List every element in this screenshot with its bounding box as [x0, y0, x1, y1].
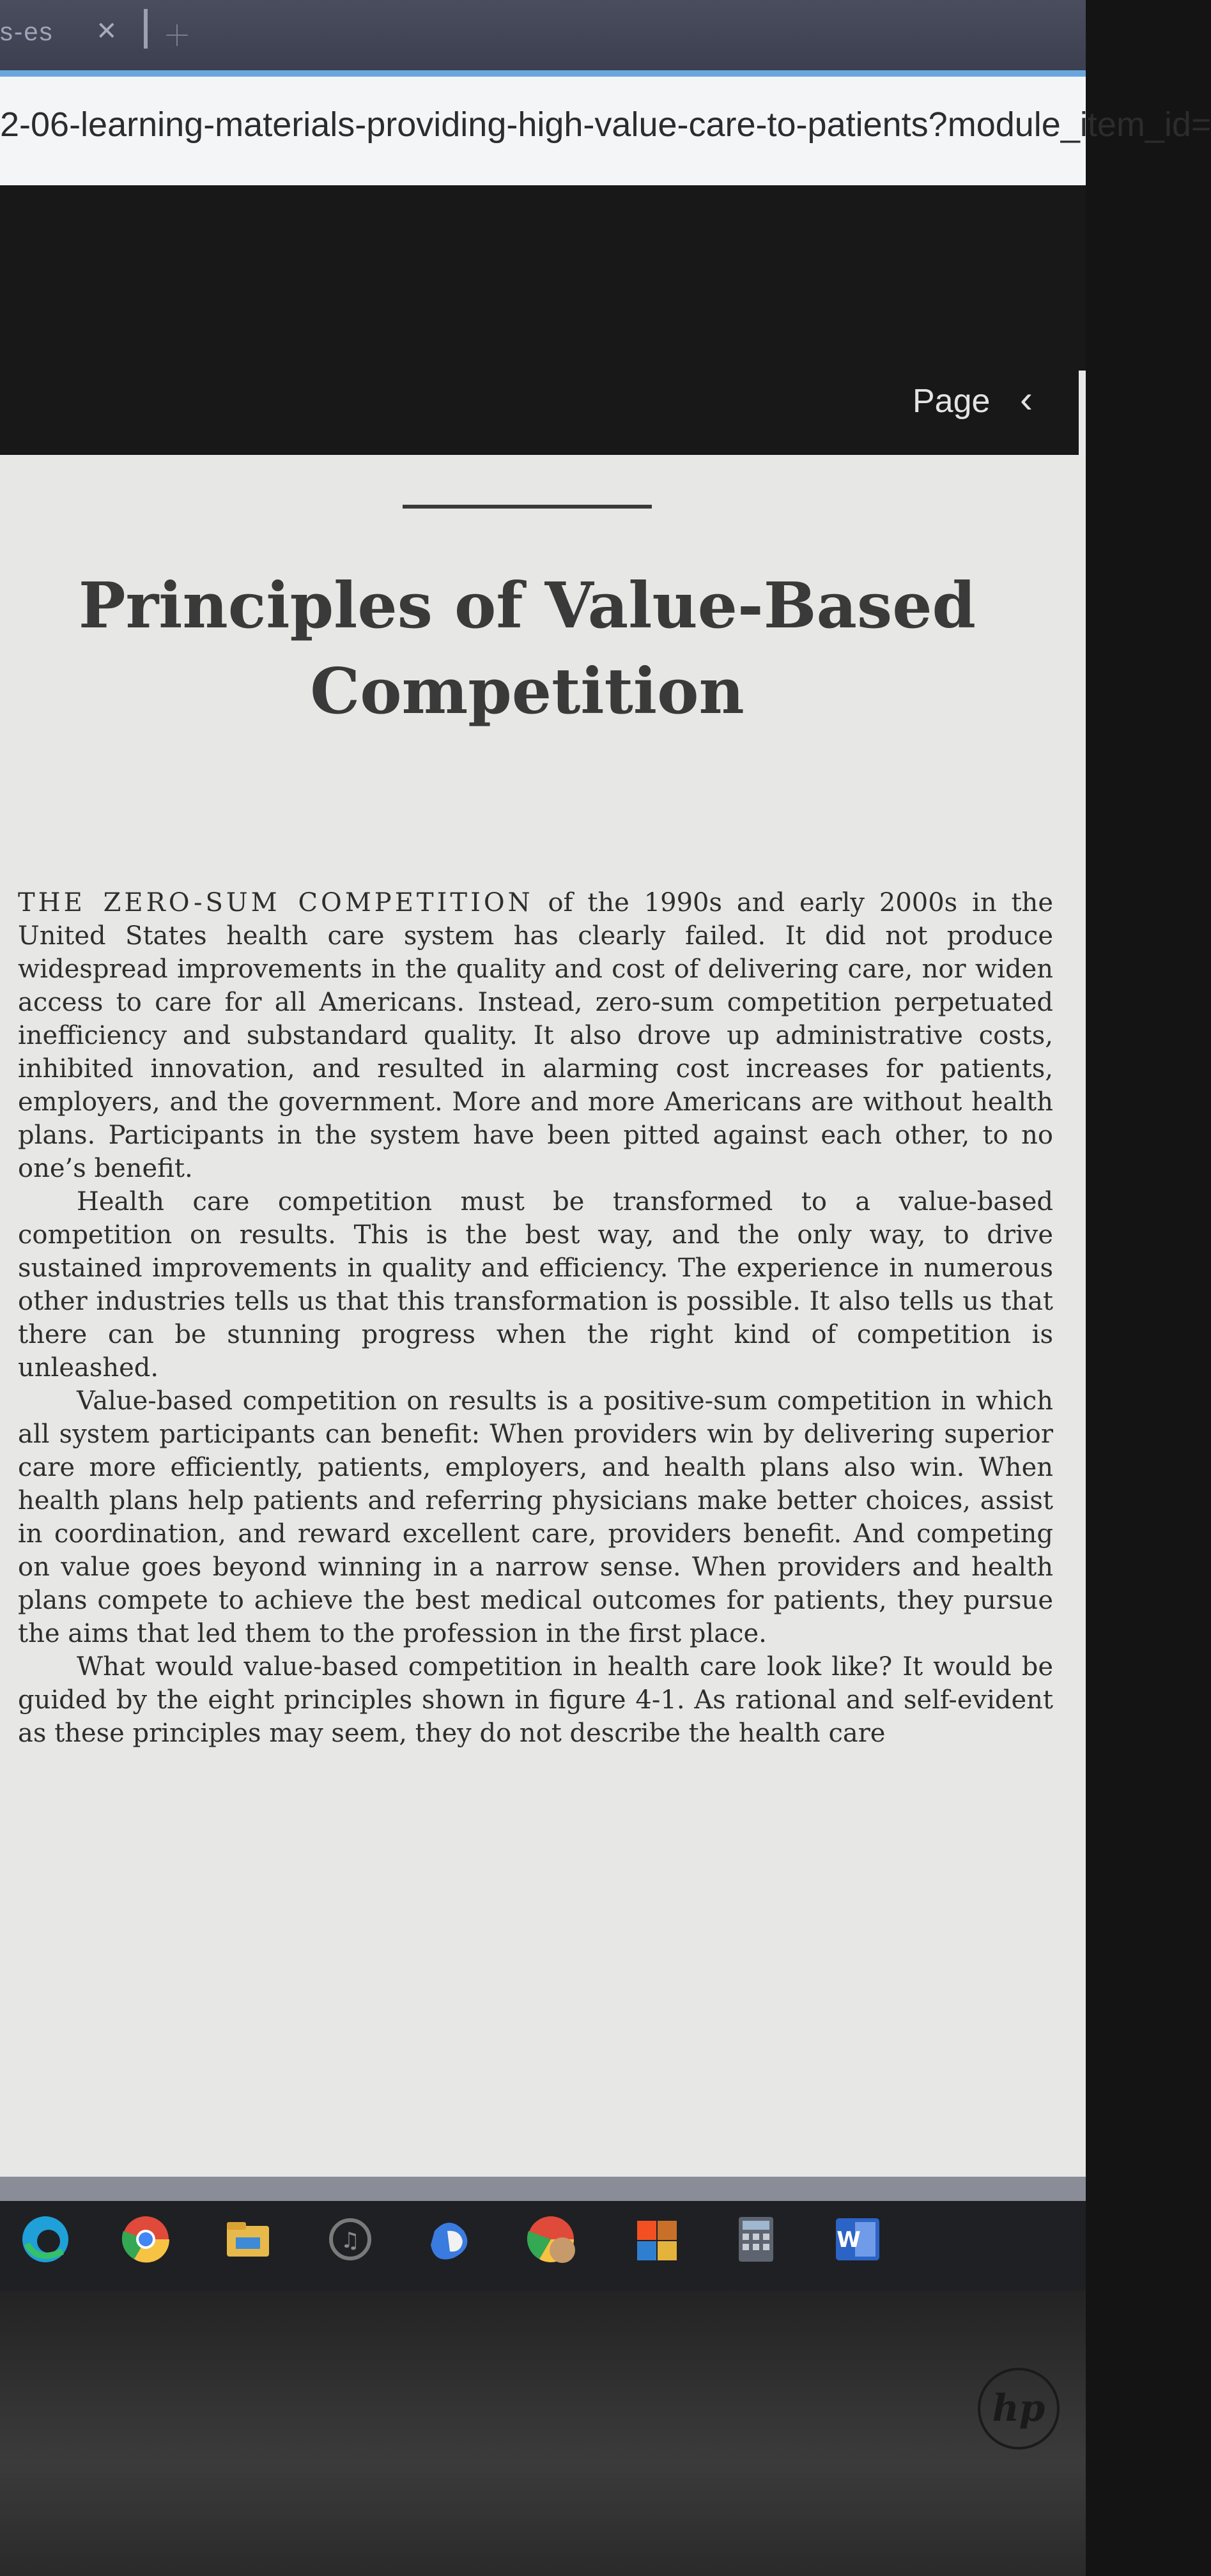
paragraph-1-text: of the 1990s and early 2000s in the United States health care system has clearly failed. It did not produce widespread improvements in the quality and cost of delivering care, nor widen access to care for all Americans. Instead, zero-sum competition perpetuated inefficiency and substandard quality. It also drove up administrative costs, inhibited innovation, and resulted in alarming cost increases for patients, employers, and the government. More and more Americans are without health plans. Participants in the system have been pitted against each other, to no one’s benefit.	[18, 888, 1053, 1183]
copilot-icon[interactable]	[422, 2212, 477, 2267]
plus-icon[interactable]: ＋	[163, 20, 191, 52]
laptop-bezel	[0, 2290, 1086, 2576]
body-text	[18, 886, 1053, 1750]
browser-tab-strip	[0, 0, 1086, 70]
chrome-icon[interactable]	[118, 2212, 173, 2267]
paragraph-2: Health care competition must be transformed to a value-based competition on results. This is the best way, and the only way, to drive sustained improvements in quality and efficiency. The experience in numerous other industries tells us that this transformation is possible. It also tells us that there can be stunning progress when the right kind of competition is unleashed.	[18, 1187, 1053, 1383]
tab-title[interactable]: s-es	[0, 18, 54, 46]
paragraph-4: What would value-based competition in health care look like? It would be guided by the eight principles shown in figure 4-1. As rational and self-evident as these principles may seem, they do not describe the health care	[18, 1652, 1053, 1748]
address-bar[interactable]	[0, 70, 1211, 185]
chevron-left-icon[interactable]: ‹	[1020, 378, 1033, 420]
svg-text:♫: ♫	[340, 2228, 360, 2253]
word-label: W	[837, 2227, 861, 2253]
edge-icon[interactable]	[18, 2212, 73, 2267]
word-icon[interactable]	[829, 2212, 884, 2267]
chrome-profile-icon[interactable]	[525, 2212, 580, 2267]
taskbar-edge	[0, 2177, 1086, 2201]
paragraph-1-lead: THE ZERO-SUM COMPETITION	[18, 888, 534, 917]
file-explorer-icon[interactable]	[220, 2212, 275, 2267]
paragraph-3: Value-based competition on results is a positive-sum competition in which all system participants can benefit: When providers win by delivering superior care more efficiently, patients, employers, and health plans also win. When health plans help patients and referring physicians make better choices, assist in coordination, and reward excellent care, providers benefit. And competing on value goes beyond winning in a narrow sense. When providers and health plans compete to achieve the best medical outcomes for patients, they pursue the aims that led them to the profession in the first place.	[18, 1386, 1053, 1648]
paragraph-1	[18, 886, 1053, 1185]
hp-logo: hp	[978, 2368, 1060, 2450]
tab-divider	[144, 9, 148, 49]
store-icon[interactable]	[629, 2212, 684, 2267]
url-text[interactable]: 2-06-learning-materials-providing-high-value-care-to-patients?module_item_id=	[0, 105, 1211, 144]
close-icon[interactable]: ✕	[96, 17, 118, 45]
document-page	[0, 455, 1086, 2177]
music-icon[interactable]	[323, 2212, 378, 2267]
title-rule	[403, 505, 652, 509]
next-page-edge	[1079, 371, 1086, 460]
calculator-icon[interactable]	[729, 2212, 783, 2267]
chapter-title-line-2: Competition	[310, 655, 744, 728]
chapter-title	[0, 564, 1054, 735]
page-label: Page	[913, 383, 991, 420]
chapter-title-line-1: Principles of Value-Based	[78, 569, 976, 643]
